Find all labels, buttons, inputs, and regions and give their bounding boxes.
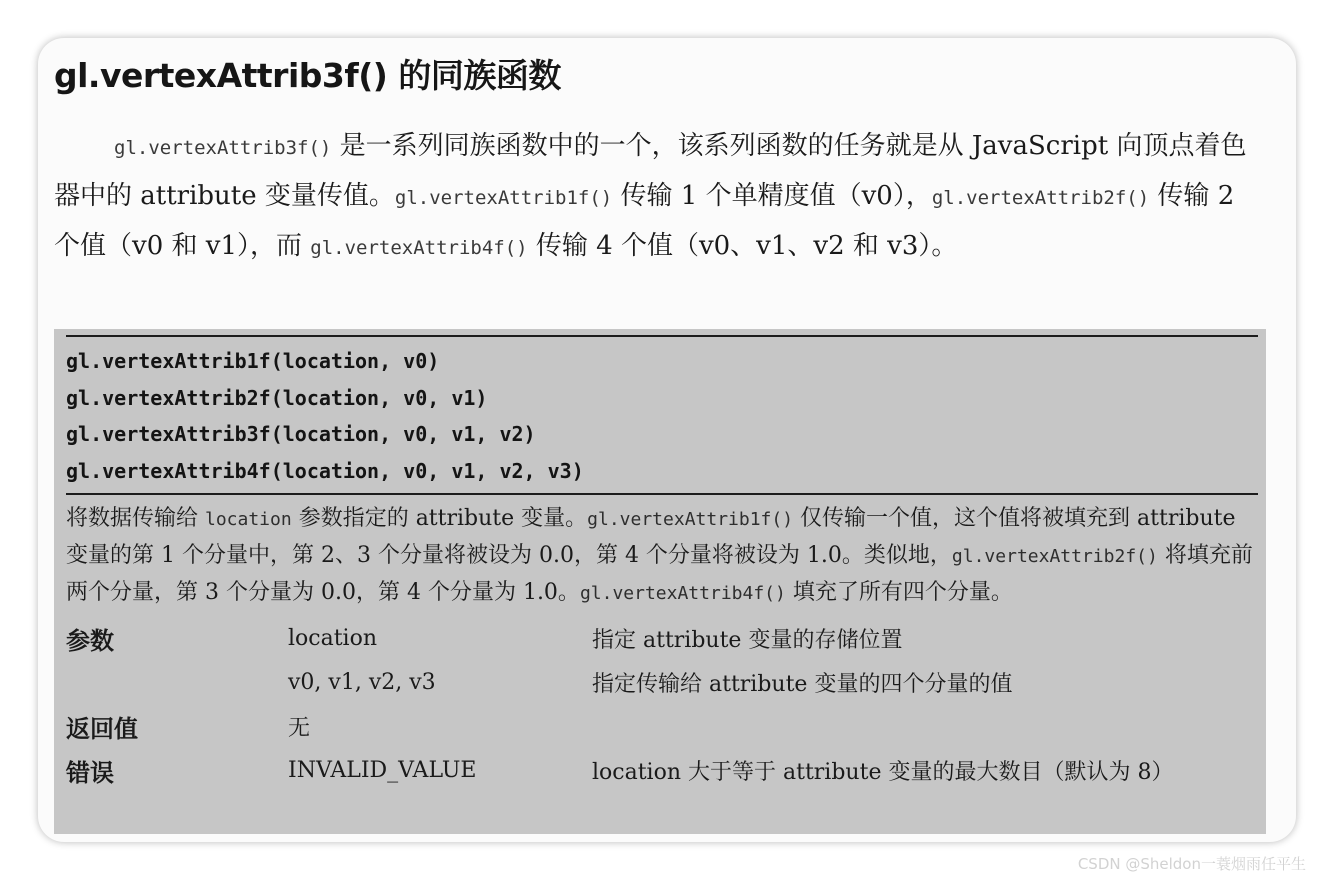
code-term: gl.vertexAttrib4f() xyxy=(579,583,786,604)
intro-text: 传输 1 个单精度值（v0）， xyxy=(612,181,932,211)
function-name: gl.vertexAttrib2f() xyxy=(931,187,1150,209)
signature: gl.vertexAttrib2f(location, v0, v1) xyxy=(66,385,488,410)
signature: gl.vertexAttrib1f(location, v0) xyxy=(66,349,440,373)
section-heading: gl.vertexAttrib3f() 的同族函数 xyxy=(54,56,561,95)
intro-paragraph xyxy=(54,122,1266,272)
signature-list xyxy=(66,337,1258,493)
params-label: 参数 xyxy=(66,626,114,655)
code-term: gl.vertexAttrib2f() xyxy=(951,546,1158,567)
function-name: gl.vertexAttrib1f() xyxy=(394,187,613,209)
errors-row xyxy=(66,748,1258,792)
function-name: gl.vertexAttrib3f() xyxy=(114,137,332,159)
intro-text: 是一系列同族函数中的一个，该系列函数的任务就是从 JavaScript 向顶点着色器中的 attribute 变量传值。 xyxy=(54,131,1247,211)
param-description: 指定传输给 attribute 变量的四个分量的值 xyxy=(592,671,1013,697)
param-name: v0, v1, v2, v3 xyxy=(288,669,436,695)
function-name: gl.vertexAttrib4f() xyxy=(310,237,528,259)
returns-label: 返回值 xyxy=(66,714,138,743)
error-description: location 大于等于 attribute 变量的最大数目（默认为 8） xyxy=(592,759,1174,785)
code-term: location xyxy=(205,509,292,530)
signature: gl.vertexAttrib3f(location, v0, v1, v2) xyxy=(66,422,536,446)
watermark: CSDN @Sheldon一蓑烟雨任平生 xyxy=(1077,855,1306,873)
desc-text: 将填充前两个分量，第 3 个分量为 0.0，第 4 个分量为 1.0。 xyxy=(66,543,1253,605)
intro-text: 传输 4 个值（v0、v1、v2 和 v3）。 xyxy=(527,231,958,261)
returns-row xyxy=(66,704,1258,748)
desc-text: 将数据传输给 xyxy=(66,506,205,531)
param-description: 指定 attribute 变量的存储位置 xyxy=(592,627,903,653)
desc-text: 参数指定的 attribute 变量。 xyxy=(291,506,588,531)
param-row xyxy=(66,660,1258,704)
returns-value: 无 xyxy=(288,715,311,741)
desc-text: 填充了所有四个分量。 xyxy=(785,580,1013,605)
signature: gl.vertexAttrib4f(location, v0, v1, v2, v3) xyxy=(66,458,584,483)
api-reference-box xyxy=(54,329,1266,834)
intro-text: 传输 2 个值（v0 和 v1），而 xyxy=(54,181,1235,261)
desc-text: 仅传输一个值，这个值将被填充到 attribute 变量的第 1 个分量中，第 2、3 个分量将被设为 0.0，第 4 个分量将被设为 1.0。类似地， xyxy=(66,506,1236,568)
document-card xyxy=(38,38,1296,842)
errors-label: 错误 xyxy=(66,758,114,787)
param-row xyxy=(66,616,1258,660)
reference-description xyxy=(66,495,1258,612)
error-name: INVALID_VALUE xyxy=(288,757,477,783)
param-name: location xyxy=(288,625,378,651)
code-term: gl.vertexAttrib1f() xyxy=(587,509,794,530)
parameter-table xyxy=(66,616,1258,792)
